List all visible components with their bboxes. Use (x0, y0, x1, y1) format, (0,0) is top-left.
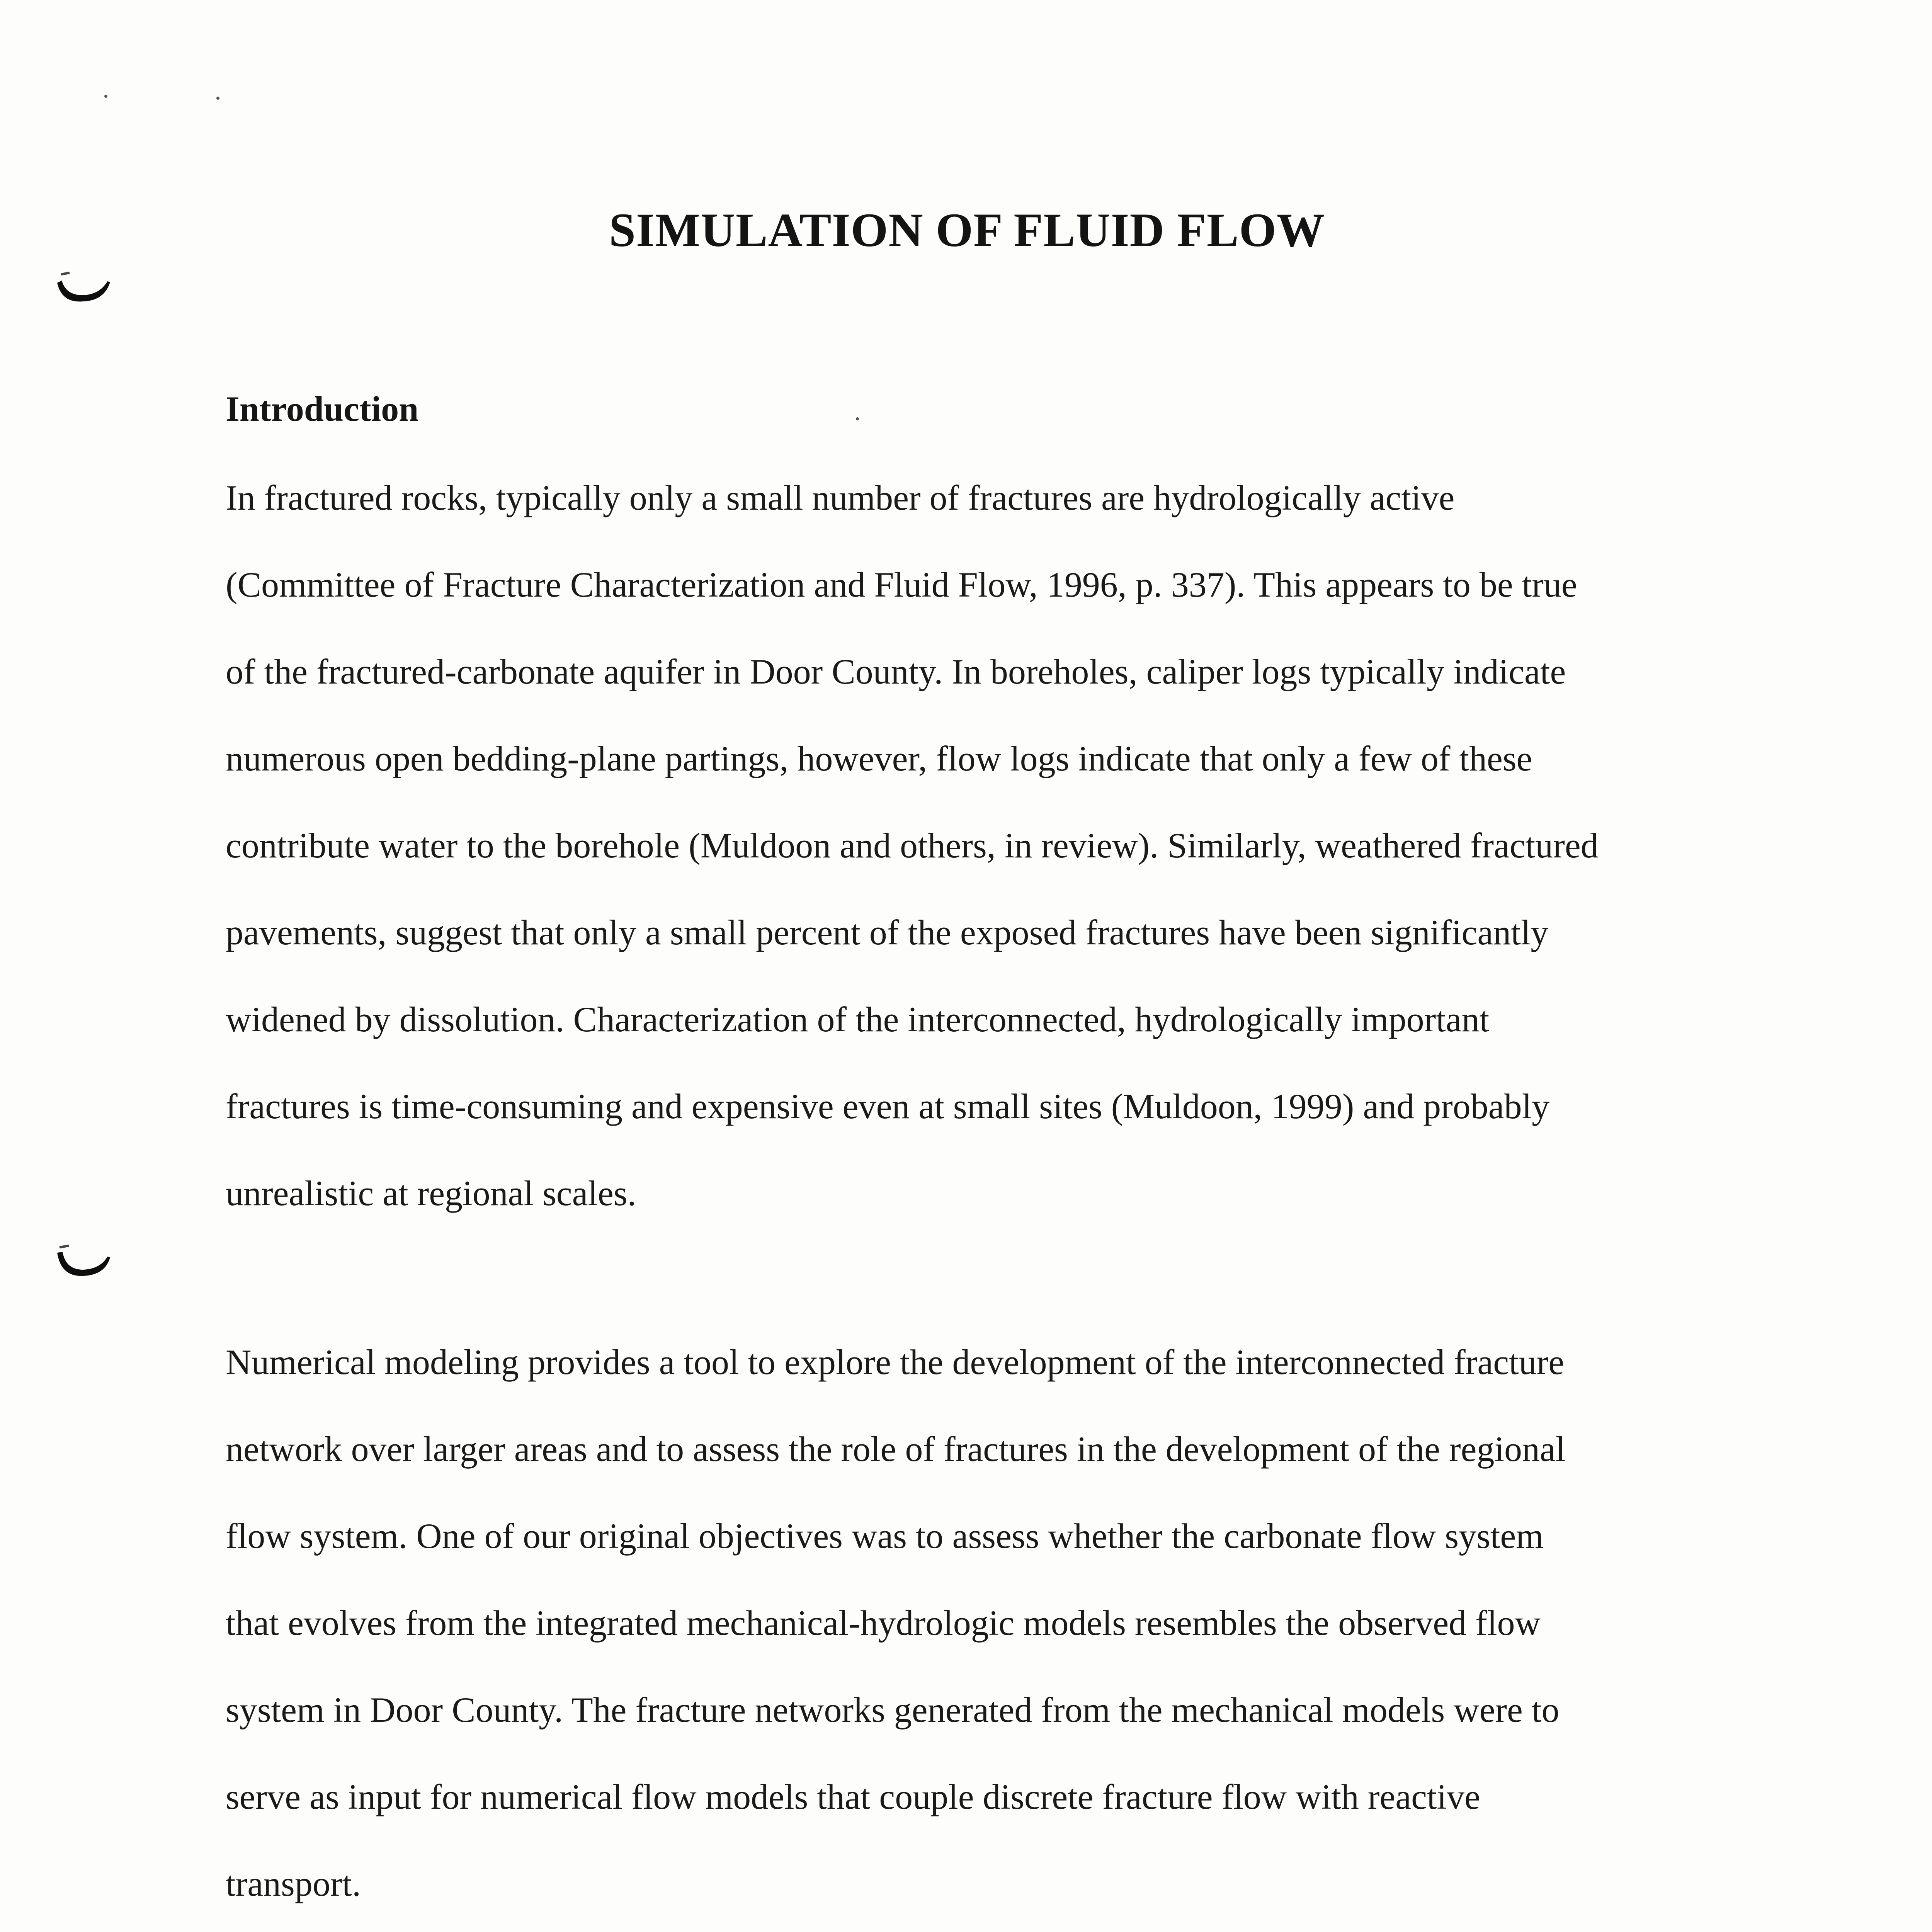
binder-hole-mark-icon (54, 270, 112, 305)
text-line: fractures is time-consuming and expensive even at small sites (Muldoon, 1999) and probably (226, 1087, 1550, 1126)
scan-speck (856, 417, 859, 420)
text-line: pavements, suggest that only a small percent of the exposed fractures have been significantly (226, 913, 1549, 952)
text-line: serve as input for numerical flow models that couple discrete fracture flow with reactive (226, 1777, 1480, 1816)
text-line: network over larger areas and to assess the role of fractures in the development of the regional (226, 1429, 1566, 1469)
text-line: (Committee of Fracture Characterization and Fluid Flow, 1996, p. 337). This appears to be true (226, 565, 1577, 604)
text-line: of the fractured-carbonate aquifer in Door County. In boreholes, caliper logs typically indicate (226, 652, 1566, 691)
text-line: In fractured rocks, typically only a small number of fractures are hydrologically active (226, 478, 1455, 517)
scan-speck (216, 97, 219, 100)
text-line: contribute water to the borehole (Muldoon and others, in review). Similarly, weathered fractured (226, 826, 1599, 865)
paragraph-introduction (226, 474, 1733, 1257)
text-line: transport. (226, 1864, 361, 1903)
text-line: flow system. One of our original objectives was to assess whether the carbonate flow system (226, 1516, 1544, 1556)
paragraph-numerical-modeling (226, 1339, 1733, 1932)
text-line: unrealistic at regional scales. (226, 1173, 636, 1213)
page-title: SIMULATION OF FLUID FLOW (609, 204, 1325, 257)
text-line: widened by dissolution. Characterization of the interconnected, hydrologically important (226, 1000, 1490, 1039)
binder-hole-mark-icon (54, 1244, 112, 1279)
text-line: system in Door County. The fracture networks generated from the mechanical models were to (226, 1690, 1560, 1730)
text-line: that evolves from the integrated mechanical-hydrologic models resembles the observed flow (226, 1603, 1541, 1643)
text-line: numerous open bedding-plane partings, however, flow logs indicate that only a few of these (226, 739, 1532, 778)
scan-speck (104, 95, 107, 98)
section-heading-introduction: Introduction (226, 389, 419, 429)
text-line: Numerical modeling provides a tool to explore the development of the interconnected fracture (226, 1342, 1565, 1382)
